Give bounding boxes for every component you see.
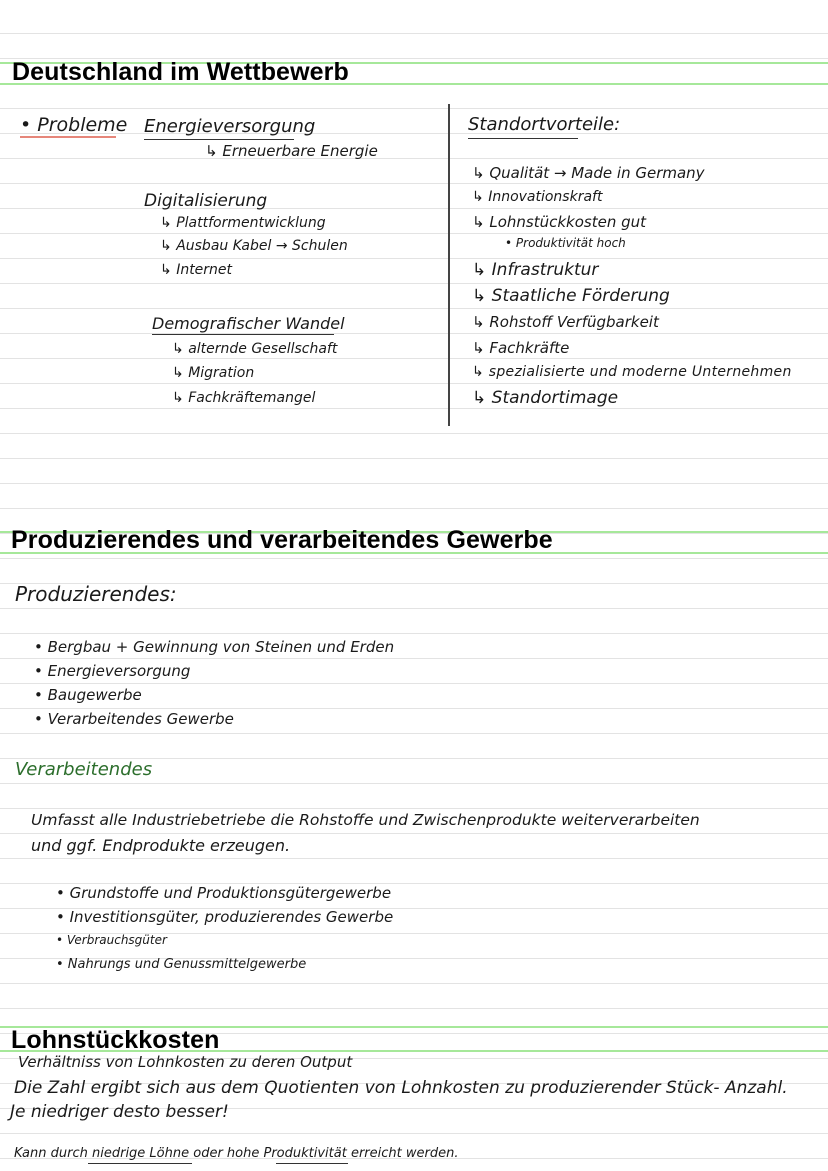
lohnstueck-line: Je niedriger desto besser! (10, 1102, 229, 1122)
verarbeitendes-item: • Grundstoffe und Produktionsgütergewerbe (56, 884, 392, 902)
verarbeitendes-item: • Investitionsgüter, produzierendes Gewerbe (56, 908, 394, 926)
verarbeitendes-description: und ggf. Endprodukte erzeugen. (31, 836, 291, 855)
energy-title-underline (144, 139, 294, 140)
produzierendes-item: • Bergbau + Gewinnung von Steinen und Erden (34, 638, 395, 656)
advantage-item: ↳ Fachkräfte (472, 339, 569, 357)
demo-item: ↳ alternde Gesellschaft (172, 341, 337, 357)
advantage-item: ↳ Qualität → Made in Germany (472, 164, 705, 182)
advantage-item: ↳ spezialisierte und moderne Unternehmen (472, 364, 792, 380)
advantage-item: ↳ Rohstoff Verfügbarkeit (472, 313, 659, 331)
problems-underline (20, 136, 116, 138)
digital-item: ↳ Ausbau Kabel → Schulen (160, 238, 348, 254)
demo-title-underline (152, 334, 334, 335)
demo-item: ↳ Fachkräftemangel (172, 390, 315, 406)
advantage-item: ↳ Standortimage (472, 388, 618, 408)
advantages-title-underline (468, 138, 578, 139)
advantages-title: Standortvorteile: (468, 114, 621, 135)
advantage-item: ↳ Lohnstückkosten gut (472, 213, 646, 231)
produzierendes-item: • Energieversorgung (34, 662, 191, 680)
produzierendes-label: Produzierendes: (15, 582, 177, 606)
produzierendes-item: • Baugewerbe (34, 686, 142, 704)
lohnstueck-line: Verhältniss von Lohnkosten zu deren Output (18, 1053, 353, 1071)
digital-title: Digitalisierung (144, 191, 268, 211)
produzierendes-item: • Verarbeitendes Gewerbe (34, 710, 234, 728)
niedrige-loehne-underline (88, 1163, 192, 1164)
lohnstueck-line: Die Zahl ergibt sich aus dem Quotienten von Lohnkosten zu produzierender Stück- Anzahl. (14, 1078, 788, 1098)
section-title-gewerbe: Produzierendes und verarbeitendes Gewerbe (11, 526, 553, 554)
column-divider (448, 104, 450, 426)
produktivitaet-underline (276, 1163, 348, 1164)
digital-item: ↳ Plattformentwicklung (160, 215, 326, 231)
energy-title: Energieversorgung (144, 116, 316, 137)
lohnstueck-line: Kann durch niedrige Löhne oder hohe Produktivität erreicht werden. (14, 1146, 459, 1161)
advantage-item: ↳ Staatliche Förderung (472, 286, 670, 306)
advantage-item: ↳ Innovationskraft (472, 189, 602, 205)
demo-title: Demografischer Wandel (152, 314, 345, 333)
digital-item: ↳ Internet (160, 262, 232, 278)
advantage-item: ↳ Infrastruktur (472, 260, 598, 280)
section-title-wettbewerb: Deutschland im Wettbewerb (12, 58, 349, 86)
problems-label: • Probleme (20, 114, 128, 136)
advantage-subitem: • Produktivität hoch (505, 236, 626, 250)
demo-item: ↳ Migration (172, 365, 254, 381)
energy-item: ↳ Erneuerbare Energie (205, 142, 378, 160)
verarbeitendes-item: • Nahrungs und Genussmittelgewerbe (56, 957, 307, 972)
verarbeitendes-description: Umfasst alle Industriebetriebe die Rohstoffe und Zwischenprodukte weiterverarbeiten (31, 811, 700, 829)
verarbeitendes-label: Verarbeitendes (15, 759, 153, 780)
verarbeitendes-item: • Verbrauchsgüter (56, 933, 167, 947)
section-title-lohnstueckkosten: Lohnstückkosten (11, 1026, 220, 1054)
